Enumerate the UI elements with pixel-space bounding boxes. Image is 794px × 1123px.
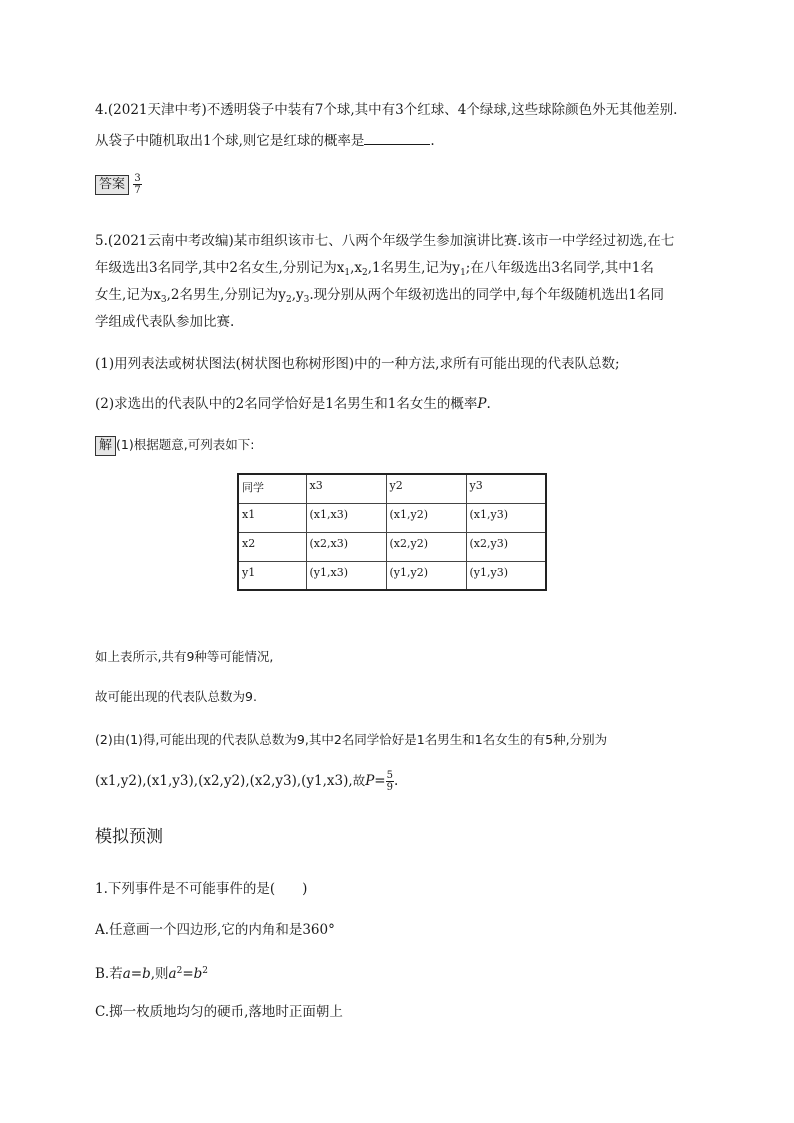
mc1-b-exp: 2 [176,966,183,976]
table-header-row [238,474,546,503]
q5-part-2 [95,395,491,413]
table-row [238,503,546,532]
q5-part-2-p: P [477,396,487,412]
table-cell: (y1,y3) [466,561,546,590]
sub-2: 2 [362,268,368,278]
table-cell: (x1,x3) [306,503,386,532]
solution-line-2: 故可能出现的代表队总数为9. [95,689,257,704]
q5-part-1: (1)用列表法或树状图法(树状图也称树形图)中的一种方法,求所有可能出现的代表队总数; [95,356,620,372]
table-cell: y1 [238,561,306,590]
table-cell: x2 [238,532,306,561]
table-header-cell: y2 [386,474,466,503]
solution-fraction [386,770,394,793]
solution-p: P [365,773,375,789]
mc1-option-c: C.掷一枚质地均匀的硬币,落地时正面朝上 [95,1004,343,1020]
table-header-cell: x3 [306,474,386,503]
q5-part-2-text: (2)求选出的代表队中的2名同学恰好是1名男生和1名女生的概率 [95,396,478,412]
solution-denominator: 9 [386,782,393,793]
solution-label: 解 [95,436,116,456]
sub-3: 3 [160,295,167,305]
q5-line-2-d: ;在八年级选出3名同学,其中1名 [465,260,654,276]
mc1-option-b [95,962,208,983]
q5-line-2-c: ,1名男生,记为y [367,260,461,276]
solution-intro-text: (1)根据题意,可列表如下: [116,437,255,452]
mc1-b-prefix: B.若 [95,966,123,982]
table-cell: (y1,y2) [386,561,466,590]
q4-line-1: 4.(2021天津中考)不透明袋子中装有7个球,其中有3个红球、4个绿球,这些球除颜色外无其他差别. [95,102,678,118]
table-cell: (y1,x3) [306,561,386,590]
answer-label: 答案 [95,175,129,195]
q5-line-3-c: ,y [291,287,304,303]
table-header-cell: 同学 [238,474,306,503]
q5-line-3-a: 女生,记为x [95,287,161,303]
table-cell: (x1,y2) [386,503,466,532]
q5-line-3-d: .现分别从两个年级初选出的同学中,每个年级随机选出1名同 [309,287,665,303]
table-row [238,561,546,590]
solution-line-4 [95,770,398,793]
table-cell: (x1,y3) [466,503,546,532]
mc1-stem: 1.下列事件是不可能事件的是( ) [95,881,308,897]
table-cell: (x2,x3) [306,532,386,561]
mc1-option-a: A.任意画一个四边形,它的内角和是360° [95,922,335,938]
sub-1: 1 [344,268,351,278]
outcome-table [237,473,547,591]
table-row [238,532,546,561]
sub-3b: 3 [303,295,310,305]
table-cell: x1 [238,503,306,532]
solution-line-1: 如上表所示,共有9种等可能情况, [95,649,274,664]
answer-denominator: 7 [134,185,141,196]
solution-end: . [393,773,399,789]
q5-part-2-end: . [486,396,491,412]
q5-line-2-a: 年级选出3名同学,其中2名女生,分别记为x [95,260,345,276]
q5-line-1: 5.(2021云南中考改编)某市组织该市七、八两个年级学生参加演讲比赛.该市一中学经过初选,在七 [95,233,675,249]
q5-line-2 [95,259,654,282]
mc1-b-mid: ,则 [150,966,169,982]
table-cell: (x2,y3) [466,532,546,561]
q5-line-4: 学组成代表队参加比赛. [95,314,235,330]
q5-line-3-b: ,2名男生,分别记为y [166,287,286,303]
answer-blank [364,131,430,145]
mc1-b-eq: =b [182,966,203,982]
q5-line-3 [95,286,664,309]
answer-numerator: 3 [134,173,141,184]
solution-eq: = [374,773,386,789]
sub-1b: 1 [460,268,466,278]
solution-intro [95,436,254,456]
answer-fraction [133,173,141,196]
table-header-cell: y3 [466,474,546,503]
sub-2b: 2 [285,295,292,305]
solution-therefore: 故 [352,773,366,788]
q4-line-2-end: . [430,133,435,149]
table-cell: (x2,y2) [386,532,466,561]
mc1-b-a: a [168,966,177,982]
solution-pairs: (x1,y2),(x1,y3),(x2,y2),(x2,y3),(y1,x3), [95,773,353,789]
solution-numerator: 5 [386,770,393,781]
solution-line-3: (2)由(1)得,可能出现的代表队总数为9,其中2名同学恰好是1名男生和1名女生的有5种,分别为 [95,732,608,747]
q5-line-2-b: ,x [350,260,363,276]
mc1-b-exp2: 2 [202,966,209,976]
q4-answer [95,173,142,196]
q4-line-2-text: 从袋子中随机取出1个球,则它是红球的概率是 [95,133,365,149]
q4-line-2 [95,131,435,150]
mc1-b-cond: a=b [122,966,151,982]
section-title: 模拟预测 [95,827,163,847]
